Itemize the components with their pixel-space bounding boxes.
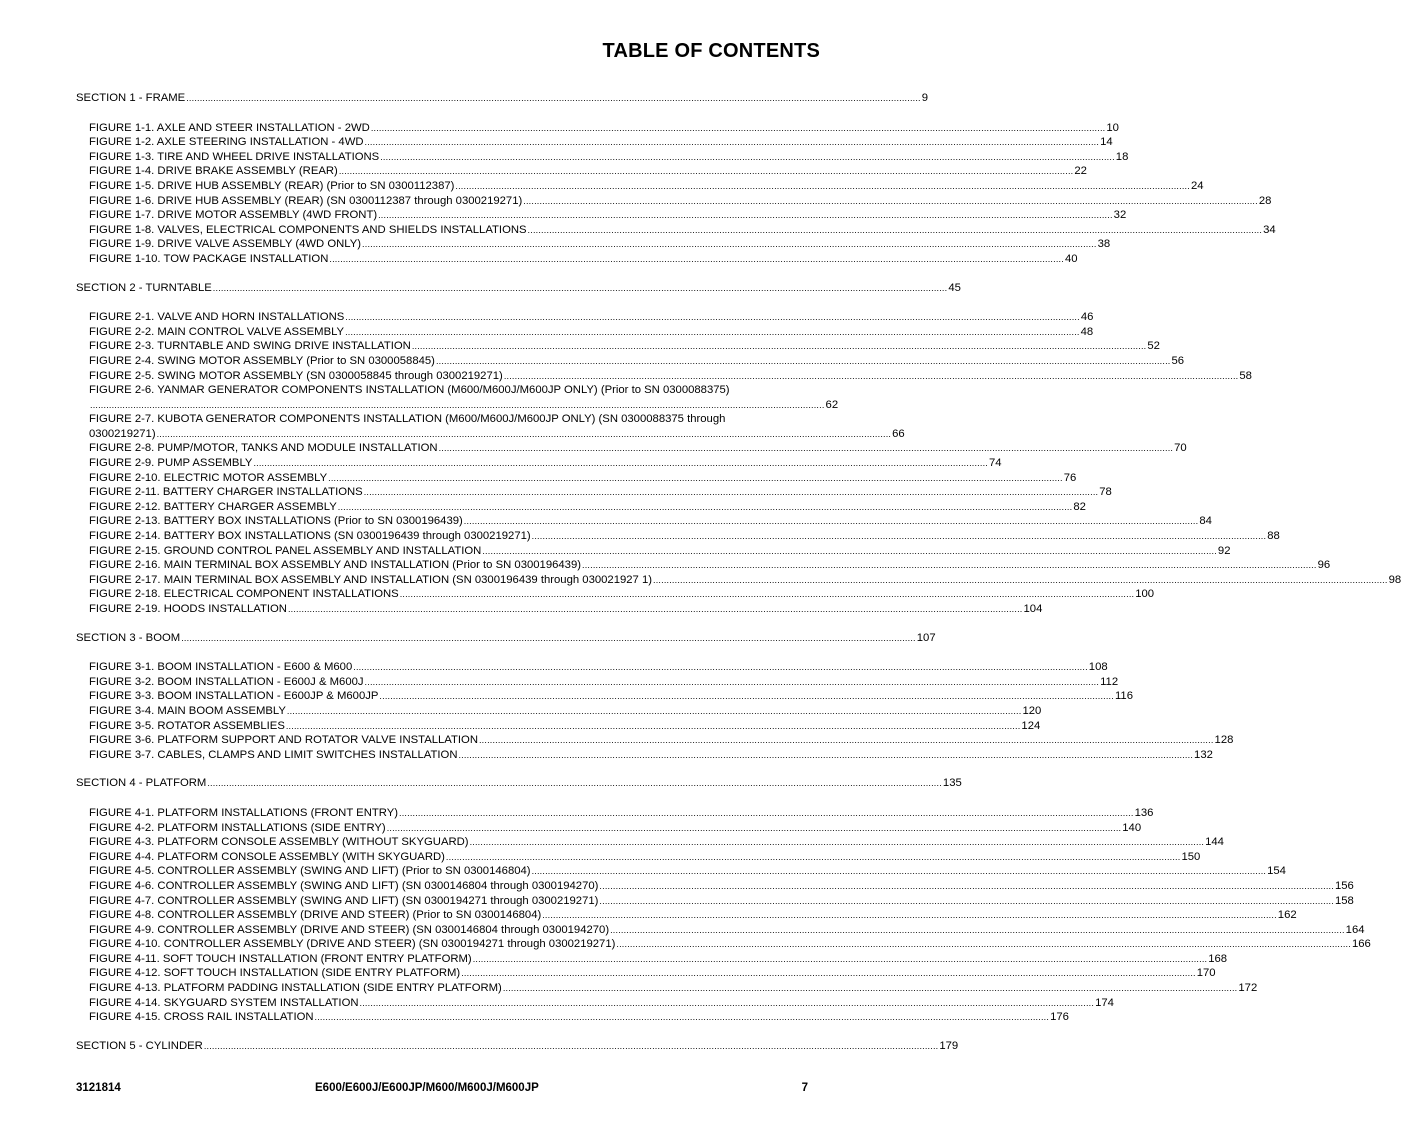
toc-section	[76, 91, 1276, 267]
dot-leader	[532, 864, 1267, 879]
figure-page: 22	[1074, 165, 1087, 178]
figure-title: FIGURE 4-6. CONTROLLER ASSEMBLY (SWING AND LIFT) (SN 0300146804 through 0300194270)	[89, 879, 599, 892]
figure-page: 104	[1023, 603, 1043, 615]
dot-leader	[286, 719, 1021, 734]
figure-title: FIGURE 4-5. CONTROLLER ASSEMBLY (SWING AND LIFT) (Prior to SN 0300146804)	[89, 865, 531, 878]
dot-leader	[610, 923, 1345, 938]
figure-title: FIGURE 2-8. PUMP/MOTOR, TANKS AND MODULE INSTALLATION	[89, 442, 438, 455]
section-entry[interactable]	[76, 631, 936, 646]
figure-entry[interactable]	[76, 806, 1154, 821]
figure-page: 136	[1134, 806, 1154, 819]
toc-section	[76, 281, 1401, 617]
figure-page: 70	[1174, 442, 1187, 455]
figure-entry[interactable]	[76, 923, 1365, 938]
figure-title: FIGURE 1-7. DRIVE MOTOR ASSEMBLY (4WD FRONT)	[89, 209, 378, 222]
figure-page: 132	[1194, 748, 1213, 761]
page-number: 7	[801, 1082, 808, 1094]
dot-leader	[353, 660, 1088, 675]
figure-page: 74	[988, 457, 1002, 470]
figure-title: FIGURE 1-2. AXLE STEERING INSTALLATION - 4WD	[89, 136, 364, 149]
figure-entry[interactable]	[76, 252, 1078, 267]
figure-title: FIGURE 4-15. CROSS RAIL INSTALLATION	[89, 1011, 314, 1024]
figure-entry[interactable]	[76, 456, 1002, 471]
figure-title: FIGURE 4-14. SKYGUARD SYSTEM INSTALLATION	[89, 996, 359, 1009]
figure-title: FIGURE 3-4. MAIN BOOM ASSEMBLY	[89, 704, 286, 717]
figure-title: FIGURE 2-14. BATTERY BOX INSTALLATIONS (SN 0300196439 through 0300219271)	[89, 530, 531, 543]
figure-title: FIGURE 2-13. BATTERY BOX INSTALLATIONS (Prior to SN 0300196439)	[89, 515, 463, 528]
section-title: SECTION 2 - TURNTABLE	[76, 281, 212, 294]
section-title: SECTION 4 - PLATFORM	[76, 777, 207, 790]
figure-page: 154	[1267, 865, 1286, 878]
figure-page: 108	[1088, 661, 1108, 674]
section-entry[interactable]	[76, 91, 929, 106]
figure-title: FIGURE 4-11. SOFT TOUCH INSTALLATION (FRONT ENTRY PLATFORM)	[89, 952, 472, 965]
dot-leader	[599, 894, 1334, 909]
dot-leader	[446, 850, 1181, 865]
dot-leader	[360, 996, 1095, 1011]
dot-leader	[599, 879, 1334, 894]
figure-page: 14	[1100, 136, 1113, 149]
section-entry[interactable]	[76, 281, 961, 296]
figure-entry[interactable]	[76, 835, 1224, 850]
figure-entry[interactable]	[76, 602, 1043, 617]
figure-page: 48	[1080, 325, 1094, 338]
dot-leader	[288, 602, 1023, 617]
figure-page: 88	[1267, 530, 1280, 543]
figure-page: 10	[1106, 121, 1119, 134]
figure-title: FIGURE 4-3. PLATFORM CONSOLE ASSEMBLY (WITHOUT SKYGUARD)	[89, 836, 469, 849]
figure-entry[interactable]	[76, 587, 1155, 602]
dot-leader	[328, 471, 1063, 486]
figure-page: 78	[1099, 486, 1112, 499]
figure-entry[interactable]	[76, 208, 1127, 223]
toc-section	[76, 631, 1234, 763]
figure-entry[interactable]	[76, 471, 1077, 486]
dot-leader	[482, 544, 1217, 559]
figure-title: FIGURE 2-10. ELECTRIC MOTOR ASSEMBLY	[89, 471, 328, 484]
figure-title: FIGURE 2-18. ELECTRICAL COMPONENT INSTALLATIONS	[89, 588, 399, 601]
figure-page: 28	[1258, 194, 1272, 207]
figure-title: FIGURE 2-16. MAIN TERMINAL BOX ASSEMBLY AND INSTALLATION (Prior to SN 0300196439)	[89, 559, 582, 572]
figure-page: 66	[892, 427, 905, 440]
figure-entry[interactable]	[76, 237, 1111, 252]
table-of-contents	[76, 91, 1401, 1067]
figure-page: 168	[1208, 952, 1228, 965]
figure-title: FIGURE 2-19. HOODS INSTALLATION	[89, 603, 287, 615]
figure-title: FIGURE 3-1. BOOM INSTALLATION - E600 & M600	[89, 661, 353, 674]
dot-leader	[528, 223, 1263, 238]
dot-leader	[653, 573, 1388, 588]
toc-section	[76, 1039, 959, 1054]
dot-leader	[387, 821, 1122, 836]
figure-page: 58	[1239, 369, 1252, 382]
section-page: 179	[939, 1039, 959, 1052]
figure-title: FIGURE 3-2. BOOM INSTALLATION - E600J & M600J	[89, 675, 364, 688]
dot-leader	[470, 835, 1205, 850]
figure-entry[interactable]	[76, 150, 1129, 165]
figure-entry[interactable]	[76, 981, 1258, 996]
figure-title: FIGURE 1-6. DRIVE HUB ASSEMBLY (REAR) (SN 0300112387 through 0300219271)	[89, 194, 523, 207]
figure-title-continued: 0300219271)	[89, 427, 156, 440]
figure-title: FIGURE 1-4. DRIVE BRAKE ASSEMBLY (REAR)	[89, 165, 338, 178]
document-number: 3121814	[76, 1082, 121, 1094]
figure-title: FIGURE 2-5. SWING MOTOR ASSEMBLY (SN 0300058845 through 0300219271)	[89, 369, 503, 382]
figure-entry[interactable]	[76, 194, 1272, 209]
figure-page: 82	[1073, 500, 1086, 513]
figure-title: FIGURE 1-8. VALVES, ELECTRICAL COMPONENTS AND SHIELDS INSTALLATIONS	[89, 223, 527, 236]
figure-title: FIGURE 4-10. CONTROLLER ASSEMBLY (DRIVE AND STEER) (SN 0300194271 through 0300219271)	[89, 938, 616, 951]
figure-title: FIGURE 2-11. BATTERY CHARGER INSTALLATIONS	[89, 486, 363, 499]
figure-entry[interactable]	[76, 412, 905, 441]
figure-page: 46	[1080, 311, 1094, 324]
dot-leader	[345, 310, 1080, 325]
figure-entry[interactable]	[76, 966, 1216, 981]
figure-page: 92	[1217, 544, 1231, 557]
figure-page: 32	[1113, 209, 1127, 222]
section-page: 9	[921, 92, 929, 104]
dot-leader	[532, 529, 1267, 544]
figure-page: 98	[1388, 573, 1401, 586]
figure-title: FIGURE 4-9. CONTROLLER ASSEMBLY (DRIVE AND STEER) (SN 0300146804 through 0300194270)	[89, 923, 610, 936]
figure-page: 38	[1097, 238, 1111, 251]
dot-leader	[399, 806, 1134, 821]
figure-page: 170	[1196, 967, 1216, 980]
figure-title: FIGURE 1-9. DRIVE VALVE ASSEMBLY (4WD ONLY)	[89, 238, 362, 251]
figure-entry[interactable]	[76, 179, 1204, 194]
figure-page: 24	[1190, 179, 1204, 192]
dot-leader	[523, 194, 1258, 209]
dot-leader	[464, 514, 1199, 529]
dot-leader	[379, 689, 1114, 704]
figure-page: 172	[1238, 982, 1258, 995]
dot-leader	[365, 135, 1100, 150]
figure-entry[interactable]	[76, 339, 1160, 354]
figure-page: 116	[1114, 690, 1133, 703]
figure-entry[interactable]	[76, 996, 1114, 1011]
figure-title: FIGURE 2-3. TURNTABLE AND SWING DRIVE INSTALLATION	[89, 340, 411, 353]
dot-leader	[473, 952, 1208, 967]
dot-leader	[542, 908, 1277, 923]
page-title: TABLE OF CONTENTS	[602, 40, 820, 62]
figure-title: FIGURE 1-10. TOW PACKAGE INSTALLATION	[89, 252, 329, 265]
figure-entry[interactable]	[76, 689, 1133, 704]
figure-title: FIGURE 1-3. TIRE AND WHEEL DRIVE INSTALLATIONS	[89, 150, 380, 163]
figure-title: FIGURE 2-15. GROUND CONTROL PANEL ASSEMBLY AND INSTALLATION	[89, 544, 482, 557]
figure-title: FIGURE 2-1. VALVE AND HORN INSTALLATIONS	[89, 311, 345, 324]
dot-leader	[412, 339, 1147, 354]
figure-entry[interactable]	[76, 864, 1286, 879]
figure-entry[interactable]	[76, 660, 1108, 675]
dot-leader	[461, 966, 1196, 981]
dot-leader	[400, 587, 1135, 602]
figure-title: FIGURE 4-12. SOFT TOUCH INSTALLATION (SIDE ENTRY PLATFORM)	[89, 967, 461, 980]
figure-title: FIGURE 3-5. ROTATOR ASSEMBLIES	[89, 719, 285, 732]
figure-entry[interactable]	[76, 952, 1228, 967]
section-page: 135	[942, 777, 962, 790]
section-entry[interactable]	[76, 1039, 959, 1054]
dot-leader	[503, 981, 1238, 996]
figure-entry[interactable]	[76, 383, 839, 412]
dot-leader	[338, 500, 1073, 515]
figure-entry[interactable]	[76, 850, 1201, 865]
model-list: E600/E600J/E600JP/M600/M600J/M600JP	[315, 1082, 539, 1094]
figure-page: 158	[1334, 894, 1354, 907]
figure-entry[interactable]	[76, 310, 1094, 325]
figure-title: FIGURE 2-12. BATTERY CHARGER ASSEMBLY	[89, 500, 337, 513]
figure-entry[interactable]	[76, 704, 1042, 719]
dot-leader	[504, 369, 1239, 384]
dot-leader	[439, 441, 1174, 456]
dot-leader	[582, 558, 1317, 573]
dot-leader	[378, 208, 1113, 223]
dot-leader	[364, 485, 1099, 500]
figure-entry[interactable]	[76, 894, 1354, 909]
figure-title: FIGURE 4-2. PLATFORM INSTALLATIONS (SIDE ENTRY)	[89, 821, 386, 834]
figure-entry[interactable]	[76, 121, 1119, 136]
figure-entry[interactable]	[76, 908, 1297, 923]
figure-page: 140	[1122, 821, 1142, 834]
figure-page: 52	[1147, 340, 1160, 353]
figure-entry[interactable]	[76, 514, 1212, 529]
figure-entry[interactable]	[76, 937, 1371, 952]
figure-title: FIGURE 3-3. BOOM INSTALLATION - E600JP & M600JP	[89, 690, 379, 703]
figure-entry[interactable]	[76, 821, 1142, 836]
toc-section	[76, 776, 1371, 1025]
figure-page: 124	[1021, 719, 1041, 732]
section-title: SECTION 3 - BOOM	[76, 631, 181, 644]
figure-page: 156	[1334, 879, 1354, 892]
figure-page: 56	[1171, 354, 1185, 367]
figure-page: 164	[1345, 923, 1365, 936]
figure-entry[interactable]	[76, 485, 1112, 500]
dot-leader	[365, 675, 1100, 690]
figure-page: 112	[1100, 675, 1119, 688]
section-page: 45	[948, 281, 961, 294]
dot-leader	[362, 237, 1097, 252]
dot-leader	[339, 164, 1074, 179]
dot-leader	[315, 1010, 1050, 1025]
figure-title: FIGURE 2-4. SWING MOTOR ASSEMBLY (Prior to SN 0300058845)	[89, 354, 435, 367]
dot-leader	[329, 252, 1064, 267]
figure-entry[interactable]	[76, 544, 1231, 559]
figure-title: FIGURE 2-7. KUBOTA GENERATOR COMPONENTS INSTALLATION (M600/M600J/M600JP ONLY) (SN 0300088375 through	[89, 413, 726, 426]
section-entry[interactable]	[76, 776, 962, 791]
figure-entry[interactable]	[76, 325, 1094, 340]
dot-leader	[213, 281, 948, 296]
figure-entry[interactable]	[76, 1010, 1069, 1025]
dot-leader	[455, 179, 1190, 194]
figure-title: FIGURE 4-4. PLATFORM CONSOLE ASSEMBLY (WITH SKYGUARD)	[89, 850, 445, 863]
figure-entry[interactable]	[76, 164, 1087, 179]
figure-entry[interactable]	[76, 369, 1252, 384]
figure-entry[interactable]	[76, 719, 1041, 734]
dot-leader	[345, 325, 1080, 340]
dot-leader	[186, 91, 921, 106]
dot-leader	[157, 427, 892, 442]
figure-page: 128	[1214, 734, 1234, 747]
figure-title: FIGURE 2-17. MAIN TERMINAL BOX ASSEMBLY AND INSTALLATION (SN 0300196439 through 030021927 1)	[89, 573, 653, 586]
figure-title: FIGURE 4-1. PLATFORM INSTALLATIONS (FRONT ENTRY)	[89, 806, 399, 819]
figure-page: 100	[1135, 588, 1155, 601]
dot-leader	[204, 1039, 939, 1054]
dot-leader	[253, 456, 988, 471]
figure-page: 174	[1095, 996, 1114, 1009]
section-title: SECTION 5 - CYLINDER	[76, 1039, 203, 1052]
figure-page: 18	[1115, 150, 1129, 163]
figure-title: FIGURE 2-9. PUMP ASSEMBLY	[89, 457, 253, 470]
figure-entry[interactable]	[76, 441, 1187, 456]
figure-title: FIGURE 1-1. AXLE AND STEER INSTALLATION - 2WD	[89, 121, 370, 134]
figure-page: 62	[825, 398, 839, 411]
dot-leader	[371, 121, 1106, 136]
figure-title: FIGURE 3-6. PLATFORM SUPPORT AND ROTATOR VALVE INSTALLATION	[89, 734, 478, 747]
figure-page: 176	[1050, 1011, 1069, 1024]
figure-page: 34	[1263, 223, 1276, 236]
dot-leader	[90, 398, 825, 413]
figure-title: FIGURE 1-5. DRIVE HUB ASSEMBLY (REAR) (Prior to SN 0300112387)	[89, 179, 455, 192]
dot-leader	[287, 704, 1022, 719]
figure-page: 40	[1064, 252, 1078, 265]
dot-leader	[380, 150, 1115, 165]
figure-page: 120	[1022, 704, 1042, 717]
figure-entry[interactable]	[76, 135, 1113, 150]
dot-leader	[458, 748, 1193, 763]
dot-leader	[479, 733, 1214, 748]
figure-entry[interactable]	[76, 529, 1280, 544]
figure-page: 76	[1063, 471, 1077, 484]
figure-page: 144	[1205, 836, 1224, 849]
figure-page: 162	[1277, 909, 1297, 922]
section-title: SECTION 1 - FRAME	[76, 92, 186, 104]
figure-title: FIGURE 3-7. CABLES, CLAMPS AND LIMIT SWITCHES INSTALLATION	[89, 748, 458, 761]
figure-title: FIGURE 4-7. CONTROLLER ASSEMBLY (SWING AND LIFT) (SN 0300194271 through 0300219271)	[89, 894, 599, 907]
figure-page: 84	[1199, 515, 1212, 528]
figure-entry[interactable]	[76, 573, 1401, 588]
figure-entry[interactable]	[76, 223, 1276, 238]
figure-entry[interactable]	[76, 879, 1354, 894]
figure-entry[interactable]	[76, 748, 1213, 763]
dot-leader	[207, 776, 942, 791]
figure-page: 96	[1317, 559, 1331, 572]
figure-entry[interactable]	[76, 558, 1331, 573]
dot-leader	[181, 631, 916, 646]
figure-entry[interactable]	[76, 354, 1185, 369]
figure-entry[interactable]	[76, 675, 1119, 690]
figure-page: 150	[1181, 850, 1201, 863]
figure-title: FIGURE 2-2. MAIN CONTROL VALVE ASSEMBLY	[89, 325, 345, 338]
dot-leader	[616, 937, 1351, 952]
figure-title: FIGURE 4-13. PLATFORM PADDING INSTALLATION (SIDE ENTRY PLATFORM)	[89, 982, 502, 995]
figure-page: 166	[1351, 938, 1371, 951]
figure-title: FIGURE 2-6. YANMAR GENERATOR COMPONENTS INSTALLATION (M600/M600J/M600JP ONLY) (Prior to SN 0300088375)	[89, 384, 730, 397]
section-page: 107	[916, 631, 936, 644]
figure-entry[interactable]	[76, 500, 1086, 515]
figure-title: FIGURE 4-8. CONTROLLER ASSEMBLY (DRIVE AND STEER) (Prior to SN 0300146804)	[89, 909, 542, 922]
dot-leader	[436, 354, 1171, 369]
figure-entry[interactable]	[76, 733, 1234, 748]
